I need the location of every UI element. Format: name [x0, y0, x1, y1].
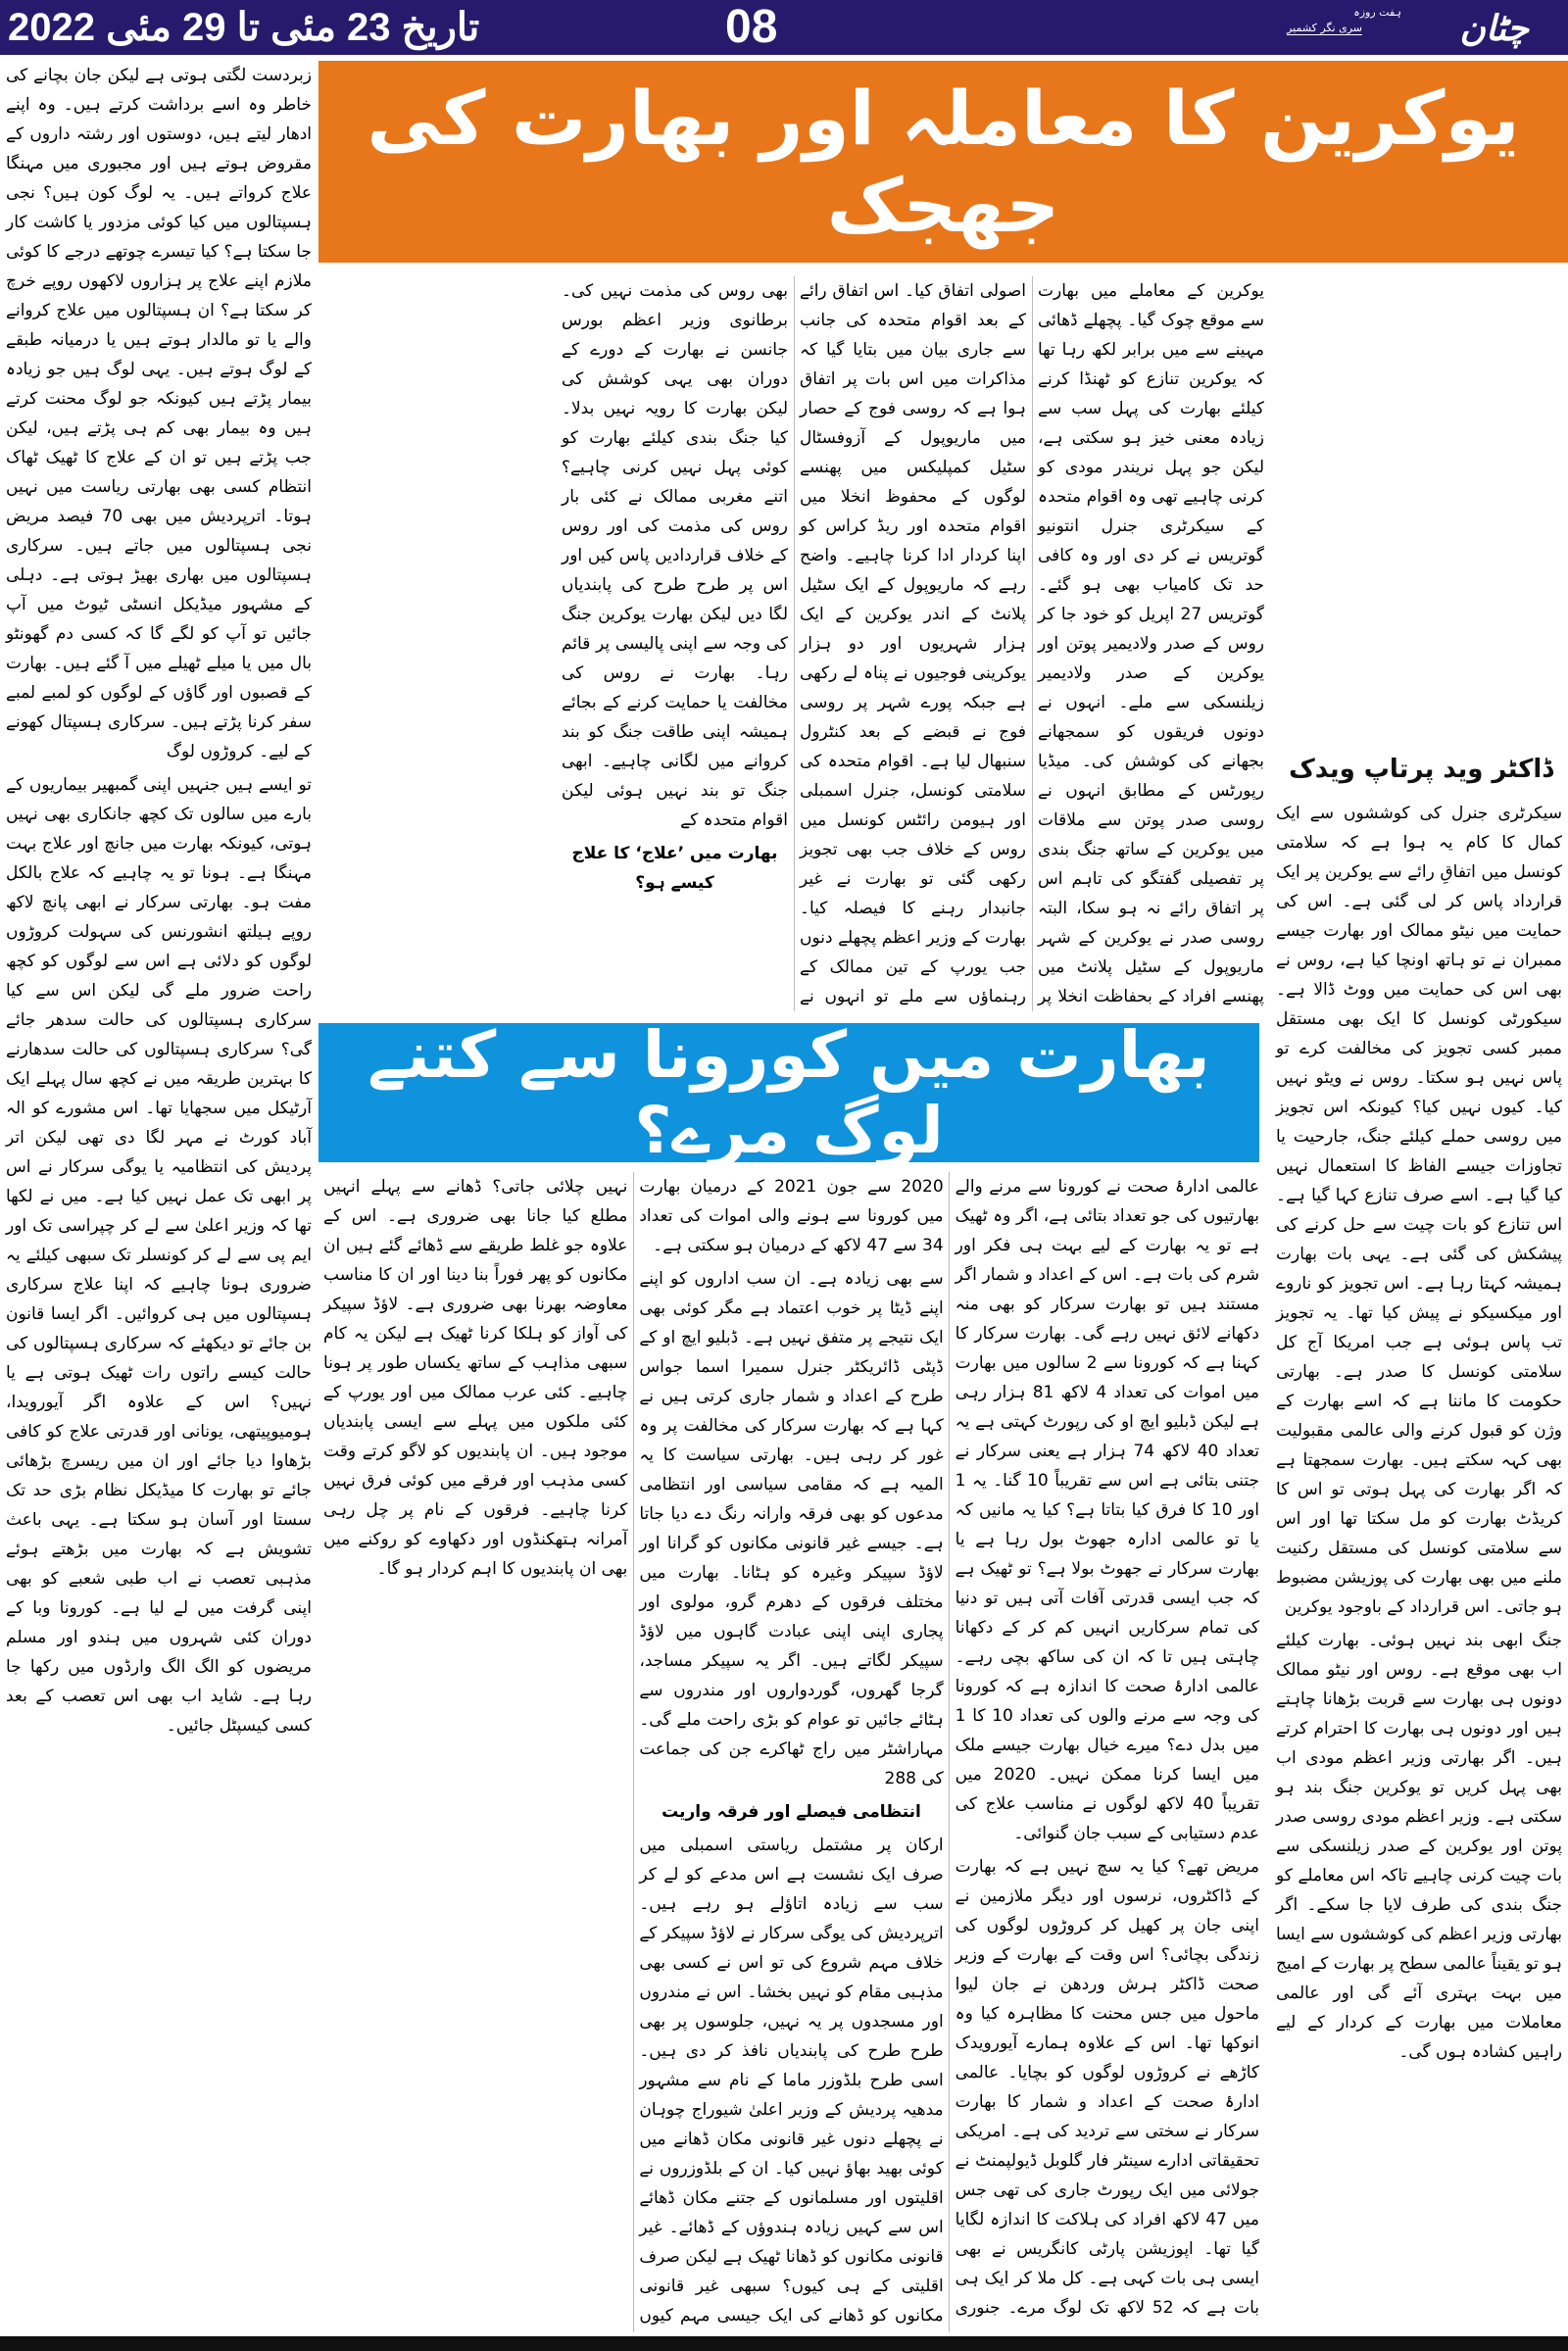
logo-city: سری نگر کشمیر	[1287, 22, 1362, 34]
article1-columns	[323, 276, 1264, 1011]
newspaper-logo	[1254, 4, 1529, 51]
article-text: مریض تھے؟ کیا یہ سچ نہیں ہے کہ بھارت کے ڈاکٹروں، نرسوں اور دیگر ملازمین نے اپنی جان پر کھیل کر کروڑوں لوگوں کی زندگی بچائی؟ اس وقت کے بھارت کے وزیر صحت ڈاکٹر ہرش وردھن نے جان لیوا ماحول میں جس محنت کا مظاہرہ کیا وہ انوکھا تھا۔ اس کے علاوہ ہمارے آیورویدک کاڑھے نے کروڑوں لوگوں کو بچایا۔ عالمی ادارۂ صحت کے اعداد و شمار کا بھارت سرکار نے سختی سے تردید کی ہے۔ امریکی تحقیقاتی ادارے سینٹر فار گلوبل ڈیولپمنٹ نے جولائی میں ایک رپورٹ جاری کی تھی جس میں 47 لاکھ افراد کی ہلاکت کا اندازہ لگایا گیا تھا۔ اپوزیشن پارٹی کانگریس نے بھی ایسی ہی بات کہی ہے۔ کل ملا کر ایک ہی بات ہے کہ 52 لاکھ تک لوگ مرے۔ جنوری 2020 سے جون 2021 کے درمیان بھارت میں کورونا سے ہونے والی اموات کی تعداد 34 سے 47 لاکھ کے درمیان ہو سکتی ہے۔	[639, 1177, 1259, 2318]
page-number: 08	[725, 1, 778, 53]
article2-columns	[323, 1172, 1259, 2332]
author-byline: ڈاکٹر وید پرتاپ ویدک	[1289, 755, 1553, 784]
issue-date: تاریخ 23 مئی تا 29 مئی 2022	[8, 6, 480, 49]
article-text: یوکرین کے معاملے میں بھارت سے موقع چوک گیا۔ پچھلے ڈھائی مہینے سے میں برابر لکھ رہا تھا کہ یوکرین تنازع کو ٹھنڈا کرنے کیلئے بھارت کی پہل سب سے زیادہ معنی خیز ہو سکتی ہے، لیکن جو پہل نریندر مودی کو کرنی چاہیے تھی وہ اقوام متحدہ کے سیکرٹری جنرل انتونیو گوتریس نے کر دی اور وہ کافی حد تک کامیاب بھی ہو گئے۔ گوتریس 27 اپریل کو خود جا کر روس کے صدر ولادیمیر پوتن اور یوکرین کے صدر ولادیمیر زیلنسکی سے ملے۔ انہوں نے دونوں فریقوں کو سمجھانے بجھانے کی کوشش کی۔ میڈیا رپورٹس کے مطابق انہوں نے روسی صدر پوتن سے ملاقات میں یوکرین کے ساتھ جنگ بندی پر تفصیلی گفتگو کی تاہم اس پر اتفاق رائے نہ ہو سکا، البتہ روسی صدر نے یوکرین کے شہر ماریوپول کے سٹیل پلانٹ میں پھنسے افراد کے بحفاظت انخلا پر اصولی اتفاق کیا۔ اس اتفاق رائے کے بعد اقوام متحدہ کی جانب سے جاری بیان میں بتایا گیا کہ مذاکرات میں اس بات پر اتفاق ہوا ہے کہ روسی فوج کے حصار میں ماریوپول کے آزوفسٹال سٹیل کمپلیکس میں پھنسے لوگوں کے محفوظ انخلا میں اقوام متحدہ اور ریڈ کراس کو اپنا کردار ادا کرنا چاہیے۔ واضح رہے کہ ماریوپول کے ایک سٹیل پلانٹ کے اندر یوکرین کے ایک ہزار شہریوں اور دو ہزار یوکرینی فوجیوں نے پناہ لے رکھی ہے جبکہ پورے شہر پر روسی فوج نے قبضے کے بعد کنٹرول سنبھال لیا ہے۔ اقوام متحدہ کی سلامتی کونسل، جنرل اسمبلی اور ہیومن رائٹس کونسل میں روس کے خلاف جب بھی تجویز رکھی گئی تو بھارت نے غیر جانبدار رہنے کا فیصلہ کیا۔ بھارت کے وزیر اعظم پچھلے دنوں جب یورپ کے تین ممالک کے رہنماؤں سے ملے تو انہوں نے بھی روس کی مذمت نہیں کی۔ برطانوی وزیر اعظم بورس جانسن نے بھارت کے دورے کے دوران بھی یہی کوشش کی لیکن بھارت کا رویہ نہیں بدلا۔ کیا جنگ بندی کیلئے بھارت کو کوئی پہل نہیں کرنی چاہیے؟ اتنے مغربی ممالک نے کئی بار روس کی مذمت کی اور روس کے خلاف قراردادیں پاس کیں اور اس پر طرح طرح کی پابندیاں لگا دیں لیکن بھارت یوکرین جنگ کی وجہ سے اپنی پالیسی پر قائم رہا۔ بھارت نے روس کی مخالفت یا حمایت کرنے کے بجائے ہمیشہ اپنی طاقت جنگ کو بند کروانے میں لگانی چاہیے۔ ابھی جنگ تو بند نہیں ہوئی لیکن اقوام متحدہ کے	[562, 281, 1265, 1006]
subheading: بھارت میں ’علاج‘ کا علاج کیسے ہو؟	[571, 844, 778, 893]
footer-rule	[0, 2336, 1568, 2351]
article-text: تو ایسے ہیں جنہیں اپنی گمبھیر بیماریوں کے بارے میں سالوں تک کچھ جانکاری بھی نہیں ہوتی، کیونکہ بھارت میں جانچ اور علاج بہت مہنگا ہے۔ ہونا تو یہ چاہیے کہ علاج بالکل مفت ہو۔ بھارتی سرکار نے ابھی پانچ لاکھ روپے ہیلتھ انشورنس کی سہولت کروڑوں لوگوں کو دلائی ہے اس سے لوگوں کو کچھ راحت ضرور ملے گی لیکن اس سے کیا سرکاری ہسپتالوں کی حالت سدھر جائے گی؟ سرکاری ہسپتالوں کی حالت سدھارنے کا بہترین طریقہ میں نے کچھ سال پہلے ایک آرٹیکل میں سجھایا تھا۔ اس مشورے کو الہ آباد کورٹ نے مہر لگا دی تھی لیکن اتر پردیش کی انتظامیہ یا یوگی سرکار نے اس پر ابھی تک عمل نہیں کیا ہے۔ میں نے لکھا تھا کہ وزیر اعلیٰ سے لے کر چپراسی تک اور ایم پی سے لے کر کونسلر تک سبھی کیلئے یہ ضروری ہونا چاہیے کہ اپنا علاج سرکاری ہسپتالوں میں ہی کروائیں۔ اگر ایسا قانون بن جائے تو دیکھئے کہ سرکاری ہسپتالوں کی حالت کیسے راتوں رات ٹھیک ہوتی ہے یا نہیں؟ اس کے علاوہ اگر آیورویدا، ہومیوپیتھی، یونانی اور قدرتی علاج کو کافی بڑھاوا دیا جائے اور ان میں ریسرچ بڑھائی جائے تو بھارت کا میڈیکل نظام بڑی حد تک سستا اور آسان ہو سکتا ہے۔ یہی باعث تشویش ہے کہ بھارت میں بڑھتے ہوئے مذہبی تعصب نے اب طبی شعبے کو بھی اپنی گرفت میں لے لیا ہے۔ کورونا وبا کے دوران کئی شہروں میں ہندو اور مسلم مریضوں کو الگ الگ وارڈوں میں رکھا جا رہا ہے۔ شاید اب بھی اس تعصب کے بعد کسی کیسپٹل جائیں۔	[6, 775, 312, 1736]
right-column	[1276, 799, 1562, 2071]
article-text: سے بھی زیادہ ہے۔ ان سب اداروں کو اپنے اپنے ڈیٹا پر خوب اعتماد ہے مگر کوئی بھی ایک نتیجے پر متفق نہیں ہے۔ ڈبلیو ایچ او کے ڈپٹی ڈائریکٹر جنرل سمیرا اسما جواس طرح کے اعداد و شمار جاری کرتی ہیں نے کہا ہے کہ بھارت سرکار کی مخالفت پر وہ غور کر رہی ہیں۔ بھارتی سیاست کا یہ المیہ ہے کہ مقامی سیاسی اور انتظامی مدعوں کو بھی فرقہ وارانہ رنگ دے دیا جاتا ہے۔ جیسے غیر قانونی مکانوں کو گرانا اور لاؤڈ سپیکر وغیرہ کو ہٹانا۔ بھارت میں مختلف فرقوں کے دھرم گرو، مولوی اور پجاری اپنی اپنی عبادت گاہوں میں لاؤڈ سپیکر لگاتے ہیں۔ اگر یہ سپیکر مساجد، گرجا گھروں، گوردواروں اور مندروں سے ہٹائے جائیں تو عوام کو بڑی راحت ملے گی۔ مہاراشٹر میں راج ٹھاکرے جن کی جماعت کی 288	[639, 1269, 944, 1788]
article-text: ارکان پر مشتمل ریاستی اسمبلی میں صرف ایک نشست ہے اس مدعے کو لے کر سب سے زیادہ اتاؤلے ہو رہے ہیں۔ اترپردیش کی یوگی سرکار نے لاؤڈ سپیکر کے خلاف مہم شروع کی تو اس نے کسی بھی مذہبی مقام کو نہیں بخشا۔ اس نے مندروں اور مسجدوں پر یہ نہیں، جلوسوں پر بھی طرح طرح کی پابندیاں نافذ کر دی ہیں۔ اسی طرح بلڈوزر ماما کے نام سے مشہور مدھیہ پردیش کے وزیر اعلیٰ شیوراج چوہان نے پچھلے دنوں غیر قانونی مکان ڈھانے میں کوئی بھید بھاؤ نہیں کیا۔ ان کے بلڈوزروں نے اقلیتوں اور مسلمانوں کے جتنے مکان ڈھائے اس سے کہیں زیادہ ہندوؤں کے ڈھائے۔ غیر قانونی مکانوں کو ڈھانا ٹھیک ہے لیکن صرف اقلیتی کے ہی کیوں؟ سبھی غیر قانونی مکانوں کو ڈھانے کی ایک جیسی مہم کیوں نہیں چلائی جاتی؟ ڈھانے سے پہلے انہیں مطلع کیا جانا بھی ضروری ہے۔ اس کے علاوہ جو غلط طریقے سے ڈھائے گئے ہیں ان مکانوں کو پھر فوراً بنا دینا اور ان کا مناسب معاوضہ بھرنا بھی ضروری ہے۔ لاؤڈ سپیکر کی آواز کو ہلکا کرنا ٹھیک ہے لیکن یہ کام سبھی مذاہب کے ساتھ یکساں طور پر ہونا چاہیے۔ کئی عرب ممالک میں اور یورپ کے کئی ملکوں میں پہلے سے ایسی پابندیاں موجود ہیں۔ ان پابندیوں کو لاگو کرتے وقت کسی مذہب اور فرقے میں کوئی فرق نہیں کرنا چاہیے۔ فرقوں کے نام پر چل رہی آمرانہ ہتھکنڈوں اور دکھاوے کو روکنے میں بھی ان پابندیوں کا اہم کردار ہو گا۔	[323, 1177, 944, 2326]
article-text: زبردست لگتی ہوتی ہے لیکن جان بچانے کی خاطر وہ اسے برداشت کرتے ہیں۔ وہ اپنے ادھار لیتے ہیں، دوستوں اور رشتہ داروں کے مقروض ہوتے ہیں اور مجبوری میں مہنگا علاج کرواتے ہیں۔ یہ لوگ کون ہیں؟ نجی ہسپتالوں میں کیا کوئی مزدور یا کاشت کار جا سکتا ہے؟ کیا تیسرے چوتھے درجے کا کوئی ملازم اپنے علاج پر ہزاروں لاکھوں روپے خرچ کر سکتا ہے؟ ان ہسپتالوں میں علاج کروانے والے یا تو مالدار ہوتے ہیں یا درمیانہ طبقے کے لوگ ہوتے ہیں۔ یہی لوگ ہیں جو زیادہ بیمار پڑتے ہیں کیونکہ جو لوگ محنت کرتے ہیں وہ بیمار بھی کم ہی پڑتے ہیں، لیکن جب پڑتے ہیں تو ان کے علاج کا ٹھیک ٹھاک انتظام کسی بھی بھارتی ریاست میں نہیں ہوتا۔ اترپردیش میں بھی 70 فیصد مریض نجی ہسپتالوں میں جاتے ہیں۔ سرکاری ہسپتالوں میں بھاری بھیڑ ہوتی ہے۔ دہلی کے مشہور میڈیکل انسٹی ٹیوٹ میں آپ جائیں تو آپ کو لگے گا کہ کسی دم گھونٹو بال میں یا میلے ٹھیلے میں آ گئے ہیں۔ بھارت کے قصبوں اور گاؤں کے لوگوں کو لمبے لمبے سفر کرنا پڑتے ہیں۔ سرکاری ہسپتال کھونے کے لیے۔ کروڑوں لوگ	[6, 66, 312, 761]
headline-ukraine: یوکرین کا معاملہ اور بھارت کی جھجک	[318, 61, 1568, 263]
article-text: سیکرٹری جنرل کی کوششوں سے ایک کمال کا کام یہ ہوا ہے کہ سلامتی کونسل میں اتفاقِ رائے سے یوکرین پر ایک قرارداد پاس کر لی گئی ہے۔ اس کی حمایت میں نیٹو ممالک اور بھارت جیسے ممبران نے تو ہاتھ اونچا کیا ہے، روس نے بھی اس کی حمایت میں ووٹ ڈالا ہے۔ سیکورٹی کونسل کا ایک بھی مستقل ممبر کسی تجویز کی مخالفت کرے تو پاس نہیں ہو سکتا۔ روس نے ویٹو نہیں کیا۔ کیوں نہیں کیا؟ کیونکہ اس تجویز میں روسی حملے کیلئے جنگ، جارحیت یا تجاوزات جیسے الفاظ کا استعمال نہیں کیا گیا ہے۔ اسے صرف تنازع کہا گیا ہے۔ اس تنازع کو بات چیت سے حل کرنے کی پیشکش کی گئی ہے۔ یہی بات بھارت ہمیشہ کہتا رہا ہے۔ اس تجویز کو ناروے اور میکسیکو نے پیش کیا تھا۔ یہ تجویز تب پاس ہوئی ہے جب امریکا آج کل سلامتی کونسل کا صدر ہے۔ بھارتی حکومت کا ماننا ہے کہ اسے بھارت کے وژن کو قبول کرنے والی عالمی مقبولیت بھی کہہ سکتے ہیں۔ بھارت سمجھتا ہے کہ اگر بھارت کی پہل ہوتی تو اس کا کریڈٹ بھارت کو مل سکتا تھا اور اس سے سلامتی کونسل کی مستقل رکنیت ملنے میں بھی بھارت کی پوزیشن مضبوط ہو جاتی۔ اس قرارداد کے باوجود یوکرین	[1276, 804, 1562, 1617]
left-column	[6, 61, 312, 1744]
logo-subtitle: ہفت روزہ	[1353, 6, 1401, 19]
headline-corona: بھارت میں کورونا سے کتنے لوگ مرے؟	[318, 1023, 1259, 1162]
logo-name: چٹان	[1459, 9, 1529, 49]
article-text: جنگ ابھی بند نہیں ہوئی۔ بھارت کیلئے اب بھی موقع ہے۔ روس اور نیٹو ممالک دونوں ہی بھارت سے قربت بڑھانا چاہتے ہیں اور دونوں ہی بھارت کا احترام کرتے ہیں۔ اگر بھارتی وزیر اعظم مودی اب بھی پہل کریں تو یوکرین جنگ بند ہو سکتی ہے۔ وزیر اعظم مودی روسی صدر پوتن اور یوکرین کے صدر زیلنسکی سے بات چیت کرنی چاہیے تاکہ اس معاملے کو جنگ بندی کی طرف لایا جا سکے۔ اگر بھارتی وزیر اعظم کی کوششوں سے ایسا ہو تو یقیناً عالمی سطح پر بھارت کے امیج میں بہت بہتری آئے گی اور عالمی معاملات میں بھارت کے کردار کے لیے راہیں کشادہ ہوں گی۔	[1276, 1631, 1562, 2062]
subheading-2: انتظامی فیصلے اور فرقہ واریت	[662, 1802, 921, 1822]
masthead-bar	[0, 0, 1568, 55]
article-text: عالمی ادارۂ صحت نے کورونا سے مرنے والے بھارتیوں کی جو تعداد بتائی ہے، اگر وہ ٹھیک ہے تو یہ بھارت کے لیے بہت ہی فکر اور شرم کی بات ہے۔ اس کے اعداد و شمار اگر مستند ہیں تو بھارت سرکار کو بھی منہ دکھانے لائق نہیں رہے گی۔ بھارت سرکار کا کہنا ہے کہ کورونا سے 2 سالوں میں بھارت میں اموات کی تعداد 4 لاکھ 81 ہزار رہی ہے لیکن ڈبلیو ایچ او کی رپورٹ کہتی ہے یہ تعداد 40 لاکھ 74 ہزار ہے یعنی سرکار نے جتنی بتائی ہے اس سے تقریباً 10 گنا۔ یہ 1 اور 10 کا فرق کیا بتاتا ہے؟ کیا یہ مانیں کہ یا تو عالمی ادارہ جھوٹ بول رہا ہے یا بھارت سرکار نے جھوٹ بولا ہے؟ تو ٹھیک ہے کہ جب ایسی قدرتی آفات آتی ہیں تو دنیا کی تمام سرکاریں انہیں کم کر کے دکھانا چاہتی ہیں تا کہ ان کی ساکھ بچی رہے۔ عالمی ادارۂ صحت کا اندازہ ہے کہ کورونا کی وجہ سے مرنے والوں کی تعداد 10 کا 1 میں بدل دے؟ میرے خیال بھارت جیسے ملک میں ایسا کرنا ممکن نہیں۔ 2020 میں تقریباً 40 لاکھ لوگوں نے مناسب علاج کی عدم دستیابی کے سبب جان گنوائی۔	[955, 1177, 1260, 1843]
